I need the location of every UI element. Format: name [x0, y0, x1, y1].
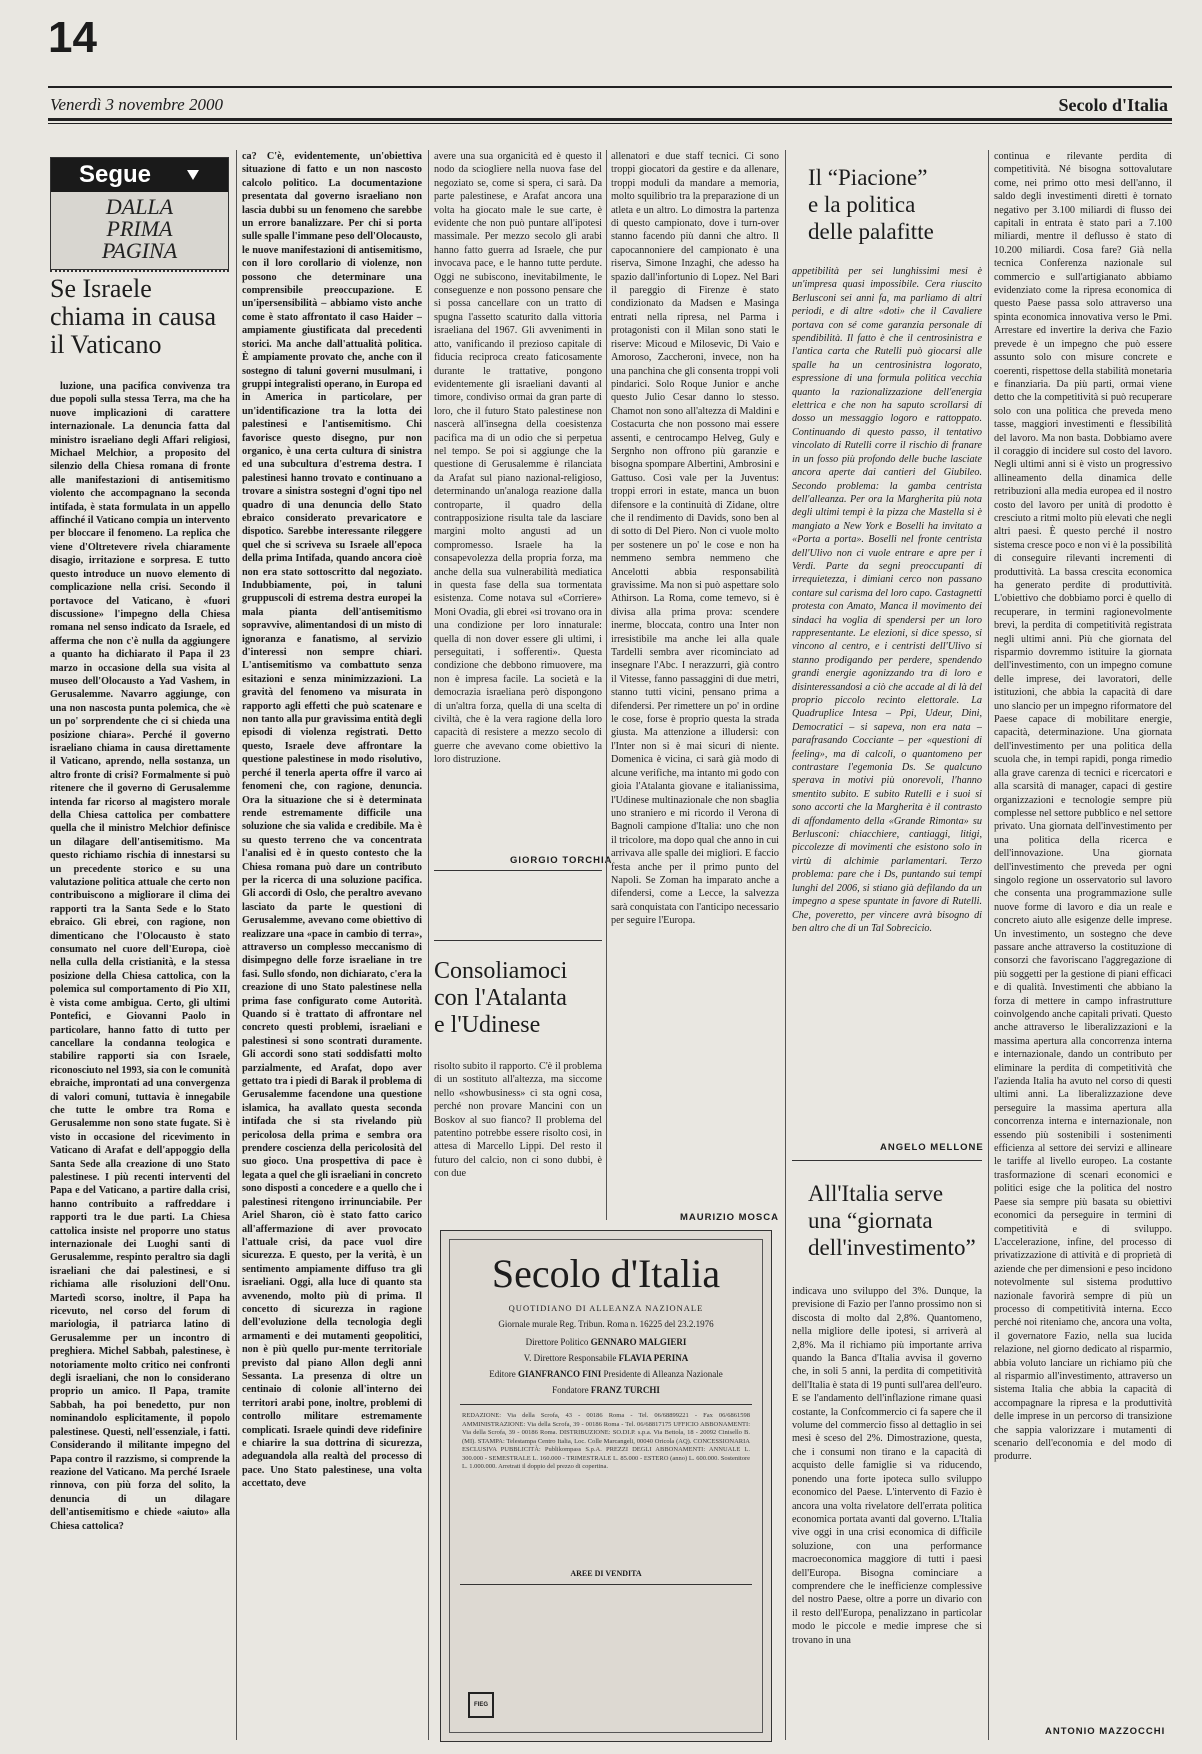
mellone-headline-line-1: Il “Piacione” [808, 165, 928, 190]
mazzocchi-text-5: indicava uno sviluppo del 3%. Dunque, la previsione di Fazio per l'anno prossimo non si discosta di molto dal 2,8%. Quantomeno, nella migliore delle ipotesi, si arriverà al 2,8%. Ma il richiamo più importante arriva quando la Banca d'Italia avvisa il governo che, in soli 5 anni, la perdita di competitività dell'Italia è stata di 19 punti sull'area dell'euro. E se l'andamento dell'inflazione rimane quasi costante, la Confcommercio ci fa sapere che il volume del commercio fisso al dettaglio in sei mesi è sceso del 2%. Dimostrazione, questa, che i consumi non tirano e la capacità di acquisto delle famiglie si va riducendo, ponendo una forte ipoteca sullo sviluppo economico del Paese. L'intervento di Fazio è ancora una volta rivelatore dell'errata politica economica portata avanti dal governo. L'Italia vive oggi in una crisi economica di difficile soluzione, con una performance macroeconomica maggiore di tutti i paesi dell'Europa. Bisogna cominciare a comprendere che le inefficienze complessive del nostro Paese, oltre a porre un divario con il resto dell'Europa, penalizzano in particolar modo le piccole e medie imprese che si trovano in una [792, 1286, 982, 1646]
column-divider [785, 150, 786, 1740]
segue-subtitle-line-2: PRIMA [106, 216, 173, 241]
calcio-headline [434, 958, 602, 1039]
editor-name: GIANFRANCO FINI [518, 1369, 602, 1379]
mellone-headline [808, 164, 968, 245]
israele-headline-line-2: chiama in causa [50, 302, 217, 331]
masthead-registration: Giornale murale Reg. Tribun. Roma n. 16225 del 23.2.1976 [498, 1319, 714, 1329]
masthead-founder [460, 1384, 752, 1396]
segue-dotted-rule [50, 270, 229, 272]
masthead-fine-print: REDAZIONE: Via della Scrofa, 43 - 00186 Roma - Tel. 06/68899221 - Fax 06/6861598 AMMINISTRAZIONE: Via della Scrofa, 39 - 00186 Roma - Tel. 06/68817175 UFFICIO ABBONAMENTI: Via della Scrofa, 39 - 00186 Roma. DISTRIBUZIONE: SO.DI.P. s.p.a. Via Bettola, 18 - 20092 Cinisello B. (MI). STAMPA: Telestampa Centro Italia, Loc. Colle Marcangeli, 00040 Oricola (AQ). CONCESSIONARIA ESCLUSIVA PUBBLICITÀ: Publikompass S.p.A. PREZZI DEGLI ABBONAMENTI: ANNUALE L. 300.000 - SEMESTRALE L. 160.000 - TRIMESTRALE L. 85.000 - ESTERO (anno) L. 600.000. Sostenitore L. 1.000.000. Arretrati il doppio del prezzo di copertina. [462, 1412, 750, 1470]
masthead-box-inner [449, 1239, 763, 1733]
masthead-areas-title: AREE DI VENDITA [570, 1569, 642, 1578]
founder-label: Fondatore [552, 1385, 589, 1395]
fieg-logo: FIEG [468, 1692, 494, 1718]
mazzocchi-headline-line-2: una “giornata [808, 1208, 933, 1233]
vicedirector-name: FLAVIA PERINA [618, 1353, 689, 1363]
israele-text-1: luzione, una pacifica convivenza tra due popoli sulla stessa Terra, ma che ha nuove implicazioni di carattere internazionale. La denuncia fatta dal ministro israeliano degli Affari religiosi, Michael Melchior, a proposito del silenzio della Chiesa romana di fronte alle manifestazioni di antisemitismo violento che accompagnano la seconda intifada, è stata formulata in un appello affinché il Vaticano compia un intervento per bloccare il fenomeno. La replica che viene d'Oltretevere rivela chiaramente disagio, irritazione e sorpresa. E tutto questo introduce un nuovo elemento di complicazione nella crisi. Secondo il portavoce del Vaticano, è «fuori discussione» l'impegno della Chiesa romana nel senso indicato da Israele, ed afferma che non c'è nulla da aggiungere a quanto ha dichiarato il Papa il 23 marzo in occasione della sua visita al museo dell'Olocausto a Yad Vashem, in Gerusalemme. Navarro aggiunge, con una non nascosta punta polemica, che «è un po' sorprendente che ci si chieda una posizione chiara». Perché il governo israeliano chiama in causa direttamente il Vaticano, aprendo, nella sostanza, un altro fronte di crisi? Formalmente si può ritenere che il governo di Gerusalemme intenda far ricorso al magistero morale della Chiesa cattolica per combattere quella che il ministro Melchior definisce un dilagare dell'antisemitismo. Ma questo richiamo rischia di innestarsi su un precedente storico e su una valutazione politica attuale che certo non contribuiscono a migliorare il clima dei rapporti tra la Santa Sede e lo Stato ebraico. Gli ebrei, con ragione, non dimenticano che l'Olocausto è stato consumato nel cuore dell'Europa, cioè nella culla della cristianità, e la stessa posizione della Chiesa cattolica, con la polemica sul comportamento di Pio XII, è vista come ambigua. Certo, gli ultimi Pontefici, e Giovanni Paolo in particolare, hanno fatto di tutto per cancellare la condanna teologica e stabilire rapporti sia con Israele, riconosciuto nel 1993, sia con le comunità ebraiche, improntati ad una convergenza di valori comuni, tuttavia è innegabile che tutte le ombre tra Roma e Gerusalemme non sono state fugate. Si è visto in occasione del ricevimento in Vaticano di Arafat e dell'appoggio della Santa Sede alla creazione di uno Stato palestinese. I più recenti interventi del Papa e del Vaticano, a partire dalla crisi, hanno contribuito a raffreddare i rapporti tra le due parti. La Chiesa cattolica insiste nel proporre uno status internazionale dei Luoghi santi di Gerusalemme, respinto peraltro sia dagli israeliani che dai palestinesi, e si richiama alle risoluzioni dell'Onu. Martedì scorso, inoltre, il Papa ha ricevuto, nel corso del forum di mariologia, il patriarca latino di Gerusalemme per un incontro di preghiera. Michel Sabbah, palestinese, è notoriamente molto critico nei confronti degli israeliani, che non lo considerano proprio un amico. Il Papa, tramite Sabbah, ha poi benedetto, pur non nominandolo esplicitamente, il popolo palestinese. Questi, nell'essenziale, i fatti. Considerando il militante impegno del Papa contro il razzismo, si comprende la reazione del Vaticano. Ma perché Israele rinnova, con più forza del solito, la denuncia di un dilagare dell'antisemitismo e chiede «aiuto» alla Chiesa cattolica? [50, 381, 230, 1532]
vicedirector-label: V. Direttore Responsabile [523, 1353, 617, 1363]
segue-subtitle-line-3: PAGINA [101, 238, 178, 263]
masthead-subtitle: QUOTIDIANO DI ALLEANZA NAZIONALE [508, 1303, 704, 1313]
header-rule [48, 86, 1172, 88]
masthead-box [440, 1230, 772, 1742]
editor-role: Presidente di Alleanza Nazionale [603, 1369, 723, 1379]
mellone-text: appetibilità per sei lunghissimi mesi è un'impresa quasi impossibile. Cera riuscito Berlusconi sei anni fa, ma parliamo di altri periodi, e di altre «doti» che il Cavaliere portava con sé come garanzia personale di spendibilità. Il fatto è che il centrosinistra e l'antica carta che Rutelli può giocarsi alle spalle ha un centrosinistra logorato, espressione di una formula politica vecchia quanto la razionalizzazione dell'energia elettrica e che non ha saputo scrollarsi di dosso un messaggio logoro e rattoppato. Continuando di questo passo, il tentativo vincolato di Rutelli corre il rischio di franare in un fosso più profondo delle buche lasciate ancora aperte dai cantieri del Giubileo. Secondo problema: la gamba centrista dell'alleanza. Per ora la Margherita più nota degli ultimi tempi è la pizza che Mastella si è mangiato a New York e Boselli ha invitato a «Porta a porta». Boselli nel fronte centrista dell'Ulivo non ci vuole entrare e apre per i Verdi. Parte da segni preoccupanti di irrequietezza, i dimiani cerco non passano contare sul carisma del loro capo. Castagnetti protesta con Amato, Manca il movimento dei sindaci ha voglia di spendersi per un loro rappresentante. Le elezioni, si dice spesso, si vincono al centro, e i centristi dell'Ulivo si stanno prodigando per perdere, spendendo grandi energie agonizzando tra di loro e disinteressandosi a ciò che accade al di là del proprio piccolo recinto elettorale. La Quadruplice Intesa – Ppi, Udeur, Dini, Democratici – si sapeva, non era nata – parafrasando Cocciante – per «questioni di feeling», ma di calcoli, o quantomeno per contrastare l'egemonia Ds. Se qualcuno sperava in motivi più onorevoli, l'hanno smentito subito. E subito Rutelli e i suoi si sono accorti che la Margherita è il contrasto di affondamento della «Grande Rimonta» su Berlusconi: chiacchiere, cantiaggi, litigi, piccolezze di movimenti che esistono solo in virtù di alchimie parlamentari. Terzo problema: pare che i Ds, puntando sui tempi lunghi del 2006, si stiano già defilando da un impegno a spese spuntate in favore di Rutelli. Che, poveretto, per vincere avrà bisogno di ben altro che di un Tal Sobrecicio. [792, 266, 982, 934]
mellone-signature: ANGELO MELLONE [880, 1142, 984, 1153]
founder-name: FRANZ TURCHI [590, 1385, 660, 1395]
mazzocchi-text-6: continua e rilevante perdita di competitività. Né bisogna sottovalutare come, nei primo otto mesi dell'anno, il saldo degli investimenti diretti è tornato negativo per 3.100 miliardi di flusso dei capitali in entrata è stato pari a 7.100 miliardi, mentre il deflusso è stato di 10.200 miliardi. Cosa fare? Già nella tecnica Conferenza nazionale sul commercio e sull'artigianato abbiamo evidenziato come la ripresa economica di questo Paese passa solo attraverso una spinta economica innovativa verso le Pmi. Arrestare ed invertire la deriva che Fazio prevede è un impegno che può essere assunto solo con misure concrete e coerenti, rispettose della stabilità monetaria e finanziaria. Da più parti, ormai viene detto che la competitività si può recuperare solo con una politica che preveda meno tasse, maggiori investimenti e flessibilità del lavoro. Ma non basta. Dobbiamo avere il coraggio di incidere sul costo del lavoro. Negli ultimi anni si è visto un progressivo allineamento della dinamica delle retribuzioni alla media europea ed il nostro costo del lavoro per unità di prodotto è cresciuto a ritmi molto più elevati che negli altri paesi. È questo perché il nostro sistema cresce poco e non vi è la possibilità di conseguire rilevanti incrementi di produttività. La bassa crescita economica ha generato perdite di produttività. L'obiettivo che dobbiamo porci è quello di recuperare, in termini ragionevolmente brevi, la perdita di competitività registrata negli ultimi anni. Più che giornata del risparmio dovremmo istituire la giornata dell'investimento, con un impegno comune delle imprese, dei lavoratori, delle istituzioni, che abbia la capacità di dare uno slancio per un impegno riformatore del Paese capace di mobilitare energie, capacità, determinazione. Una giornata dell'investimento per una politica della scuola che, in tempi rapidi, ponga rimedio alla grave carenza di tecnici e ricercatori e alla scarsità di manager, capaci di gestire organizzazioni e tecnologie sempre più complesse nel settore pubblico e nel settore privato. Una giornata dell'investimento per una politica della ricerca e dell'innovazione. Una giornata dell'investimento che preveda per ogni singolo regione un osservatorio sul lavoro che consenta una programmazione sulle nuove forme di lavoro e dia un reale e concreto aiuto alle esigenze delle imprese. Un investimento, un sostegno che deve passare anche attraverso la costituzione di consorzi che favoriscano l'aggregazione di più soggetti per la gestione di piani efficaci e di qualità. Investimenti che abbiano la forza di mettere in campo infrastrutture coinvolgendo anche capitali privati. Questo anche attraverso le liberalizzazioni e la massima apertura alla concorrenza interna e internazionale, dando un contributo per eliminare la perdita di competitività che l'azienda Italia ha avuto nel corso di questi ultimi anni. La liberalizzazione deve perseguire la massima apertura alla concorrenza interna e internazionale, non essendo più sostenibili i sostenimenti efficienza al settore dei servizi e allineare le tariffe al livello europeo. La costante trasformazione di scenari economici e politici esige che la politica del nostro Paese sia sempre più basata su obiettivi economici da perseguire in termini di competitività e di sviluppo. L'accelerazione, infine, del processo di privatizzazione di attività e di proprietà di aziende che per dimensioni e peso incidono notevolmente sul sistema produttivo nazionale favorirà sempre di più un processo di competitività interna. Ecco perché noi riteniamo che, ancora una volta, il governatore Fazio, nella sua lucida relazione, nel giorno dedicato al risparmio, abbia voluto lanciare un richiamo più che al risparmio all'investimento, attraverso un sistema Italia che abbia la capacità di accompagnare la ripresa e la produttività delle imprese in un percorso di transizione che sappia valorizzare i mutamenti di scenario dell'economia e del modo di produrre. [994, 151, 1172, 1463]
masthead-editor [460, 1368, 752, 1380]
dateline: Venerdì 3 novembre 2000 [50, 95, 223, 114]
mellone-headline-line-3: delle palafitte [808, 219, 934, 244]
mazzocchi-headline-line-3: dell'investimento” [808, 1235, 976, 1260]
header-rule-thick [48, 118, 1172, 121]
masthead-vicedirector [460, 1352, 752, 1364]
calcio-text-3: risolto subito il rapporto. C'è il problema di un sostituto all'altezza, ma siccome nello «showbusiness» ci sta ogni cosa, perché non provare Mancini con un Boskov al suo fianco? Il problema del patentino potrebbe essere risolto così, in attesa di Marcello Lippi. Del resto il futuro del calcio, non ci sono dubbi, è con due [434, 1061, 602, 1180]
page-number: 14 [48, 13, 97, 62]
director-label: Direttore Politico [525, 1337, 589, 1347]
director-name: GENNARO MALGIERI [590, 1337, 687, 1347]
article-separator [792, 1160, 982, 1161]
israele-column-3 [434, 150, 602, 850]
calcio-headline-line-3: e l'Udinese [434, 1012, 541, 1038]
israele-headline [50, 275, 230, 359]
mazzocchi-column-5 [792, 1285, 982, 1740]
segue-label: Segue [51, 158, 228, 192]
header-rule-thin [48, 123, 1172, 124]
segue-subtitle [51, 196, 228, 262]
masthead-director [460, 1336, 752, 1348]
calcio-column-4 [611, 150, 779, 1210]
triangle-down-icon [187, 170, 199, 180]
masthead-divider [460, 1584, 752, 1585]
israele-headline-line-3: il Vaticano [50, 330, 162, 359]
mazzocchi-headline-line-1: All'Italia serve [808, 1181, 944, 1206]
segue-box [50, 157, 229, 270]
mellone-column [792, 265, 982, 1125]
israele-headline-line-1: Se Israele [50, 274, 152, 303]
mazzocchi-headline [808, 1180, 986, 1261]
israele-column-1 [50, 380, 230, 1740]
article-separator [434, 870, 602, 871]
column-divider [236, 150, 237, 1740]
israele-signature: GIORGIO TORCHIA [510, 855, 613, 866]
calcio-headline-line-2: con l'Atalanta [434, 985, 567, 1011]
column-divider [988, 150, 989, 1740]
column-divider [428, 150, 429, 1740]
israele-text-2: ca? C'è, evidentemente, un'obiettiva situazione di fatto e un non nascosto calcolo politico. La documentazione presentata dal governo israeliano non lascia dubbi su un fenomeno che sarebbe un errore banalizzare. Per chi si porta sulle spalle l'immane peso dell'Olocausto, le nuove manifestazioni di antisemitismo, con il loro corollario di violenze, non possono che determinare una comprensibile preoccupazione. E un'ipersensibilità – abbiamo visto anche come è stato affrontato il caso Haider – ampiamente giustificata dal precedenti storici. Ma anche dall'attualità politica. È ampiamente provato che, anche con il sostegno di taluni governi musulmani, i gruppi integralisti operano, in Europa ed in America in particolare, per un'identificazione tra la lotta dei palestinesi e l'antisemitismo. Chi favorisce questo disegno, pur non organico, è una certa cultura di sinistra ed una subcultura d'estrema destra. I palestinesi hanno trovato e continuano a trovare a sinistra sostegni d'ogni tipo nel quadro di una denuncia dello Stato ebraico considerato prevaricatore e dispotico. Sarebbe interessante rileggere quel che si scriveva su Israele all'epoca della prima Intifada, quando ancora cioè non era stato sottoscritto dal negoziato. Indubbiamente, poi, in taluni gruppuscoli di estrema destra europei la mala pianta dell'antisemitismo sopravvive, alimentandosi di un misto di ignoranza e fanatismo, al servizio d'interessi non sempre chiari. L'antisemitismo va combattuto senza esitazioni e senza minimizzazioni. La gravità del fenomeno va misurata in rapporto agli effetti che può scatenare e non tanto alla pur gravissima entità degli episodi di violenza registrati. Detto questo, Israele deve affrontare la questione palestinese in modo risolutivo, perché il tenerla aperta offre il varco ai fenomeni che, con ragione, denuncia. Ora la situazione che si è determinata rende estremamente difficile una soluzione che sia valida e credibile. Ma è su questo terreno che va concentrata l'analisi ed è in questo contesto che la Chiesa romana può dare un contributo per la ricerca di una soluzione pacifica. Gli accordi di Oslo, che peraltro avevano lasciato da parte le questioni di Gerusalemme, avevano come obiettivo di realizzare una «pace in cambio di terra», attraverso un complesso meccanismo di disimpegno delle forze israeliane in tre fasi. Sullo sfondo, non dichiarato, c'era la creazione di uno Stato palestinese nella prima fase configurato come Autorità. Quando si è trattato di affrontare nel concreto questi problemi, israeliani e palestinesi si sono scontrati duramente. Gli accordi sono stati soddisfatti molto parzialmente, ed Arafat, dopo aver gettato tra i piedi di Barak il problema di Gerusalemme facendone una questione islamica, ha avallato questa seconda intifada che si sta rivelando più pericolosa della prima e sembra ora prendere coscienza della pericolosità del suo gioco. Una prospettiva di pace è legata a quel che gli israeliani in concreto sono disposti a concedere e a quello che i palestinesi ritengono irrinunciabile. Per Ariel Sharon, ciò è stato fatto carico all'affermazione di aver provocato l'attuale crisi, da pace vuol dire sicurezza. E questo, per la verità, è un sentimento ampiamente diffuso tra gli israeliani. Oggi, alla luce di quanto sta avvenendo, molto più di prima. Il concetto di sicurezza in ragione dell'evoluzione della tecnologia degli armamenti e dei mutamenti geopolitici, non è più quello pur-mente territoriale previsto dal piano Allon degli anni Sessanta. La presenza di oltre un centinaio di colonie all'interno dei territori arabi pone, inoltre, problemi di controllo militare estremamente complicati. Israele quindi deve ridefinire e chiarire la sua dottrina di sicurezza, adeguandola alla realtà del processo di pace. Uno Stato palestinese, una volta accettato, deve [242, 151, 422, 1490]
column-divider [606, 150, 607, 1220]
editor-label: Editore [489, 1369, 516, 1379]
masthead-title: Secolo d'Italia [491, 1251, 721, 1296]
calcio-column-3 [434, 1060, 602, 1220]
calcio-signature: MAURIZIO MOSCA [680, 1212, 779, 1223]
calcio-headline-line-1: Consoliamoci [434, 958, 568, 984]
mellone-headline-line-2: e la politica [808, 192, 916, 217]
israele-column-2 [242, 150, 422, 1740]
mazzocchi-column-6 [994, 150, 1172, 1720]
calcio-text-4: allenatori e due staff tecnici. Ci sono troppi giocatori da gestire e da allenare, troppi moduli da mandare a memoria, molto squilibrio tra la preparazione di un atleta e un altro. Lo dimostra la partenza di questo campionato, dove i turn-over stanno facendo più danni che altro. Il capocannoniere del campionato è una riserva, Simone Inzaghi, che adesso ha spazio dall'infortunio di Lopez. Nel Bari il pareggio di Firenze è stato condizionato da Madsen e Masinga entrati nella ripresa, nel Parma i protagonisti con il Milan sono stati le riserve: Micoud e Milosevic, Di Vaio e Amoroso, Zaccheroni, invece, non ha una panchina che gli consenta troppi voli pindarici. Solo Roque Junior e anche questo Julio Cesar danno lo stesso. Chamot non sono all'altezza di Maldini e Costacurta che non possono mai essere assenti, e centrocampo Helveg, Guly e Sergnho non offrono più garanzie e bisogna spompare Albertini, Ambrosini e Gattuso. Così vale per la Juventus: troppi errori in estate, manca un buon difensore e la continuità di Zidane, oltre che il rendimento di Davids, sono ben al di sotto di Del Piero. Non ci vuole molto per sostenere un po' le cose e non ha nemmeno sembra nemmeno che Ancelotti abbia responsabilità gravissime. Ma non si può aspettare solo Athirson. La Roma, come temevo, si è divisa alla prima prova: scendere inerme, bloccata, contro una Inter non irresistibile ma anche lei alla quale Tardelli sembra aver ricominciato ad insegnare l'Abc. I nerazzurri, già contro il Vitesse, fanno passaggini di due metri, stanno tutti vicini, pensano prima a difendersi. Per rimettere un po' in ordine le cose, forse è proprio questa la strada giusta. Ma attenzione a illudersi: con l'Inter non si è mai sicuri di niente. Domenica è vicina, ci sarà già modo di alcune verifiche, ma intanto mi godo con gioia l'Atalanta giovane e italianissima, l'Udinese multinazionale che non sbaglia uno straniero e mi ricordo il Verona di Bagnoli campione d'Italia: uno che non il tricolore, ma dopo qual che anno in cui arrivava alle spalle dei migliori. E faccio festa anche per il primo punto del Napoli. Se Zoman ha imparato anche a difendersi, come a Lecce, la salvezza sarà conquistata con l'anticipo necessario per seguire l'Europa. [611, 151, 779, 927]
header-masthead: Secolo d'Italia [1058, 95, 1168, 115]
masthead-divider [460, 1404, 752, 1405]
israele-text-3: avere una sua organicità ed è questo il nodo da sciogliere nella nuova fase del negoziato se, come si spera, ci sarà. Da parte palestinese, e Arafat ancora una volta ha giocato male le sue carte, è evidente che non può puntare all'ipotesi massimale. Per mezzo secolo gli arabi hanno fatto guerra ad Israele, che pur invocava pace, e le hanno tutte perdute. Oggi ne subiscono, inevitabilmente, le conseguenze e non possono pensare che si possa cancellare con un tratto di spugna l'assetto scaturito dalla vittoria israeliana del 1967. Gli avvenimenti in atto, vanificando il prezioso capitale di fiducia reciproca creato faticosamente durante le trattative, pongono evidentemente gli israeliani davanti al timore, condiviso ormai da gran parte di loro, che il futuro Stato palestinese non nascerà all'insegna della coesistenza pacifica ma di un odio che si perpetua nel tempo. Se poi si aggiunge che la questione di Gerusalemme è rilanciata da Arafat sul piano nazional-religioso, determinando un'analoga reazione dalla controparte, il quadro della contrapposizione risulta tale da lasciare margini molto angusti ad un compromesso. Israele ha la consapevolezza della propria forza, ma anche della sua vulnerabilità mediatica in questa fase della sua tormentata esistenza. Come notava sul «Corriere» Moni Ovadia, gli ebrei «si trovano ora in una condizione per loro innaturale: quella di non dover essere gli ultimi, i perseguitati, i sofferenti». Questa condizione che debbono rimuovere, ma non è impresa facile. La società e la democrazia israeliana però dispongono di un'altra forza, quella di una scelta di civiltà, che è la vera ragione della loro capacità di resistere a mezzo secolo di guerre che avevano come obiettivo la loro distruzione. [434, 151, 602, 766]
mazzocchi-signature: ANTONIO MAZZOCCHI [1045, 1726, 1166, 1737]
segue-subtitle-line-1: DALLA [105, 194, 174, 219]
article-separator [434, 940, 602, 941]
